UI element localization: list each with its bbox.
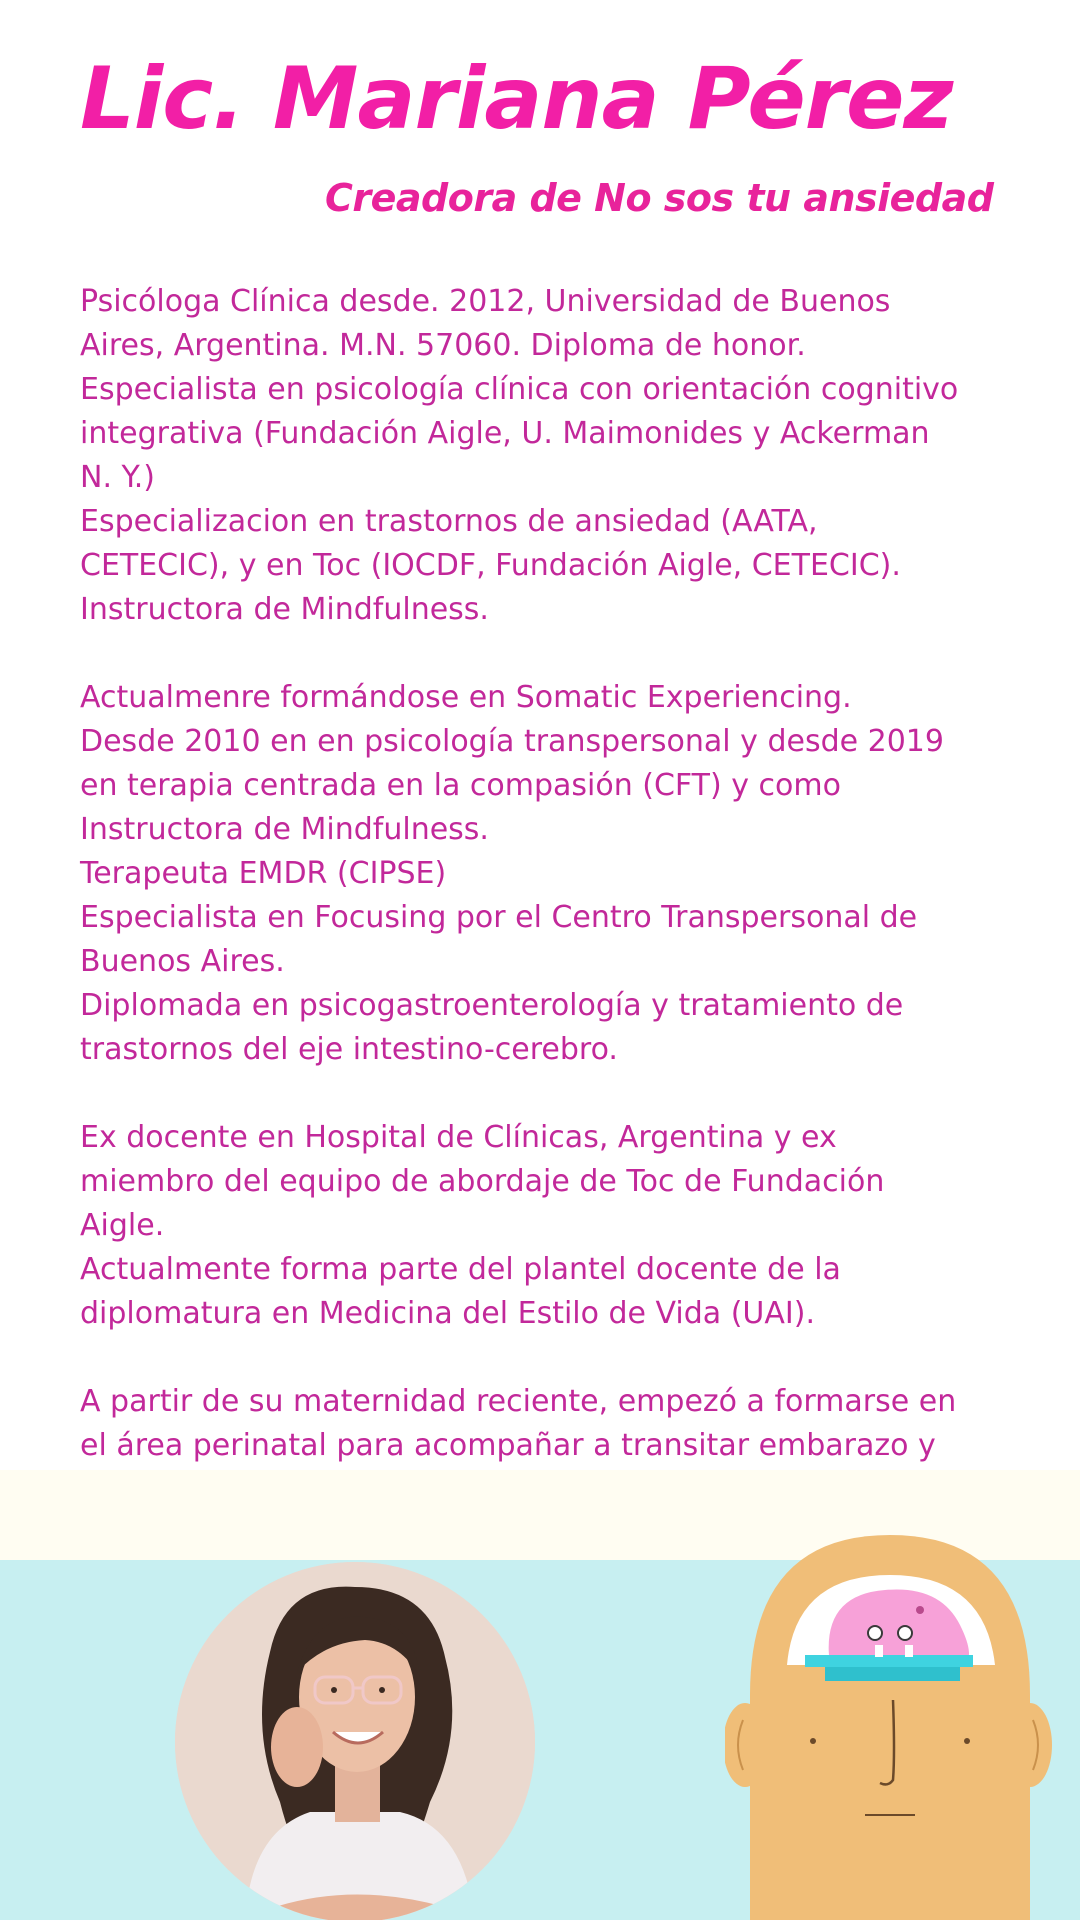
bio-line: Diplomada en psicogastroenterología y tratamiento de: [80, 988, 904, 1023]
portrait-photo: [175, 1562, 535, 1920]
bio-line: Especialista en Focusing por el Centro Transpersonal de: [80, 900, 918, 935]
bio-line: N. Y.): [80, 460, 155, 495]
bio-line: Especialista en psicología clínica con orientación cognitivo: [80, 372, 959, 407]
bio-line: Aigle.: [80, 1208, 165, 1243]
bio-line: Terapeuta EMDR (CIPSE): [80, 856, 447, 891]
bio-line: Actualmente forma parte del plantel docente de la: [80, 1252, 841, 1287]
bio-spacer: [80, 1336, 1020, 1380]
bio-line: miembro del equipo de abordaje de Toc de Fundación: [80, 1164, 885, 1199]
bio-line: Psicóloga Clínica desde. 2012, Universidad de Buenos: [80, 284, 891, 319]
head-illustration: [725, 1515, 1055, 1920]
bio-line: trastornos del eje intestino-cerebro.: [80, 1032, 618, 1067]
page-subtitle: Creadora de No sos tu ansiedad: [325, 176, 994, 220]
bio-line: Ex docente en Hospital de Clínicas, Argentina y ex: [80, 1120, 837, 1155]
bio-line: Buenos Aires.: [80, 944, 285, 979]
bio-line: CETECIC), y en Toc (IOCDF, Fundación Aigle, CETECIC).: [80, 548, 901, 583]
bio-line: Aires, Argentina. M.N. 57060. Diploma de honor.: [80, 328, 806, 363]
bio-line: integrativa (Fundación Aigle, U. Maimonides y Ackerman: [80, 416, 930, 451]
bio-spacer: [80, 632, 1020, 676]
page-title: Lic. Mariana Pérez: [80, 49, 953, 149]
bio-line: A partir de su maternidad reciente, empezó a formarse en: [80, 1384, 957, 1419]
bio-line: Instructora de Mindfulness.: [80, 592, 489, 627]
bio-line: el área perinatal para acompañar a transitar embarazo y: [80, 1428, 936, 1463]
bio-line: Instructora de Mindfulness.: [80, 812, 489, 847]
bio-text: [80, 280, 1020, 1512]
bio-line: Actualmenre formándose en Somatic Experiencing.: [80, 680, 852, 715]
bio-line: Desde 2010 en en psicología transpersonal y desde 2019: [80, 724, 944, 759]
bio-spacer: [80, 1072, 1020, 1116]
bio-line: Especializacion en trastornos de ansiedad (AATA,: [80, 504, 818, 539]
bio-line: en terapia centrada en la compasión (CFT) y como: [80, 768, 841, 803]
bio-line: diplomatura en Medicina del Estilo de Vida (UAI).: [80, 1296, 815, 1331]
